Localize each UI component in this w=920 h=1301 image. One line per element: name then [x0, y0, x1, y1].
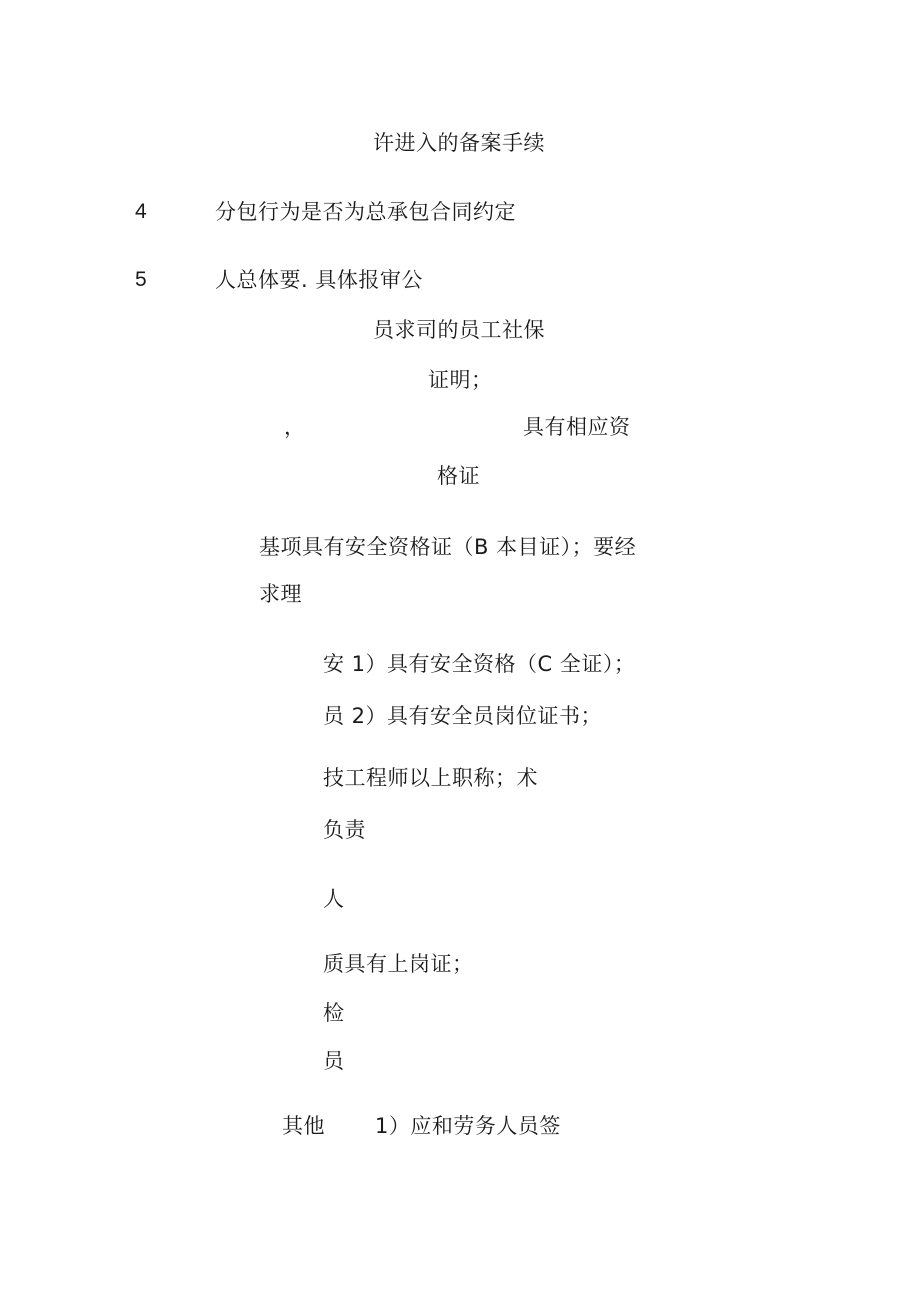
text-line: 员 [323, 1049, 345, 1073]
text-line: 人总体要. 具体报审公 [215, 268, 423, 292]
text-line: 格证 [437, 464, 480, 488]
text-line: 员 2）具有安全员岗位证书； [323, 704, 603, 728]
text-line: 安 1）具有安全资格（C 全证）； [323, 652, 636, 676]
text-line: 基项具有安全资格证（B 本目证）；要经 [259, 535, 637, 559]
text-line: 1）应和劳务人员签 [375, 1114, 561, 1138]
text-line: 员求司的员工社保 [373, 318, 545, 342]
text-line: 求理 [259, 582, 302, 606]
text-line: 其他 [282, 1114, 325, 1138]
text-line: ， [284, 415, 306, 439]
text-line: 人 [323, 887, 345, 911]
text-line: 检 [323, 1001, 345, 1025]
text-line: 证明； [428, 368, 493, 392]
item-number: 5 [135, 268, 147, 291]
text-line: 具有相应资 [523, 415, 631, 439]
text-line: 技工程师以上职称；术 [323, 766, 538, 790]
text-line: 许进入的备案手续 [373, 131, 545, 155]
item-number: 4 [135, 200, 147, 223]
text-line: 质具有上岗证； [323, 952, 474, 976]
text-line: 负责 [323, 818, 366, 842]
text-line: 分包行为是否为总承包合同约定 [215, 200, 516, 224]
